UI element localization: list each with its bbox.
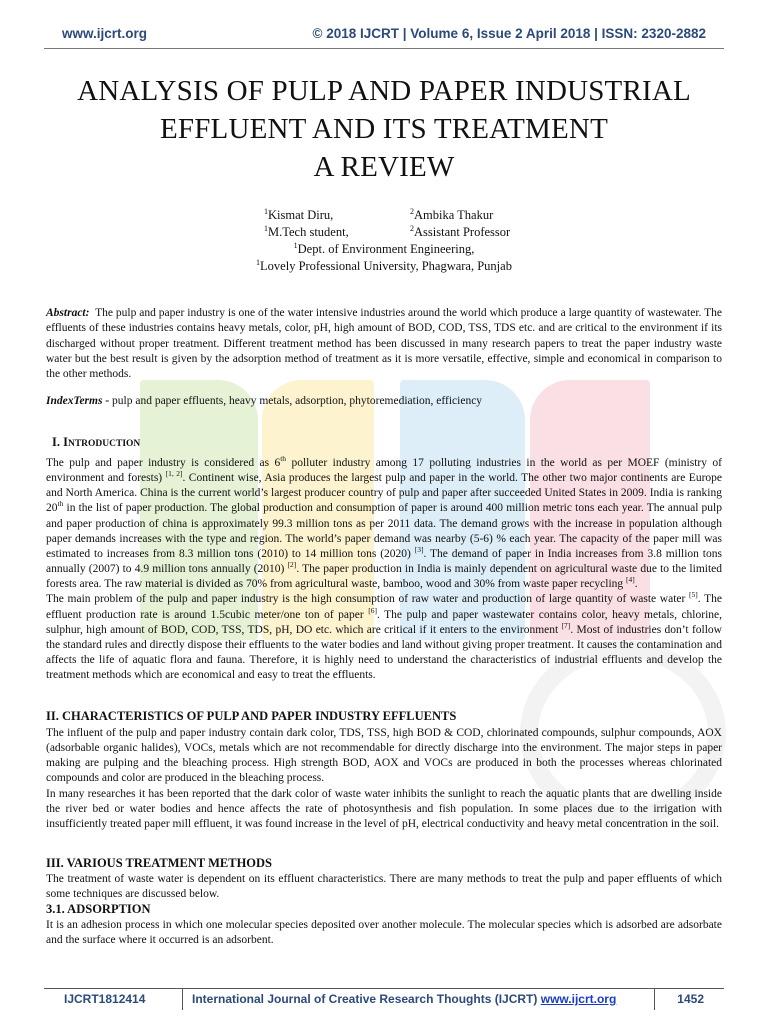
footer-journal: International Journal of Creative Research Thoughts (IJCRT) www.ijcrt.org bbox=[192, 992, 617, 1006]
section-3-heading: III. VARIOUS TREATMENT METHODS bbox=[46, 856, 272, 870]
author-block bbox=[0, 207, 768, 275]
paper-title bbox=[40, 72, 728, 186]
section-2-heading: II. CHARACTERISTICS OF PULP AND PAPER INDUSTRY EFFLUENTS bbox=[46, 709, 457, 723]
abstract-text: The pulp and paper industry is one of the water intensive industries around the world which produce a large quantity of wastewater. The effluents of these industries contains heavy metals, color, pH, high amount of BOD, COD, TSS, TDS etc. and are critical to the environment if its discharged without proper treatment. Different treatment method has been discussed in many research papers to treat the paper industry waste water but the best result is given by the adsorption method of treatment as it is more versatile, effective, simple and economical in comparison to the other methods. bbox=[46, 307, 722, 381]
title-line-1: ANALYSIS OF PULP AND PAPER INDUSTRIAL bbox=[77, 75, 691, 107]
page-header bbox=[62, 26, 706, 44]
section-1-heading: I. INTRODUCTION bbox=[52, 435, 141, 449]
footer-paper-id: IJCRT1812414 bbox=[64, 992, 146, 1006]
paragraph-sec2-2: In many researches it has been reported that the dark color of waste water inhibits the sunlight to reach the aquatic plants that are dwelling inside the river bed or water bodies and hence affects the rate of photosynthesis and fish population. In some places due to the irrigation with insufficiently treated paper mill effluent, it was found increase in the level of pH, electrical conductivity and heavy metal concentration in the soil. bbox=[46, 787, 722, 830]
title-line-2: EFFLUENT AND ITS TREATMENT bbox=[159, 113, 608, 145]
header-divider bbox=[44, 48, 724, 49]
subsection-3-1-heading: 3.1. ADSORPTION bbox=[46, 902, 151, 916]
abstract-label: Abstract: bbox=[46, 307, 90, 319]
author-1-role: $^1$M.Tech student, bbox=[264, 224, 349, 239]
header-site[interactable]: www.ijcrt.org bbox=[62, 26, 148, 41]
paragraph-intro-2: The main problem of the pulp and paper industry is the high consumption of raw water and production of large quantity of waste water [5]. The effluent production rate is around 1.5cubic meter/one ton of paper [6]. The pulp and paper wastewater contains color, heavy metals, chlorine, sulphur, high amount of BOD, COD, TSS, TDS, pH, DO etc. which are critical if it enters to the environment [7]. Most of industries don’t follow the standard rules and directly dispose their effluents to the water bodies and land without giving proper treatment. It causes the contamination and affects the life of aquatic flora and fauna. Therefore, it is highly need to understand the characteristics of industrial effluents and develop the treatment methods which are economical and easy to treat the effluents. bbox=[46, 590, 723, 682]
section-3-intro: The treatment of waste water is dependent on its effluent characteristics. There are many methods to treat the pulp and paper effluents of which some techniques are discussed below. bbox=[46, 873, 722, 901]
footer-separator bbox=[654, 988, 655, 1010]
subsection-3-1-body: It is an adhesion process in which one molecular species deposited over another molecule. The molecular species which is adsorbed are adsorbate and the surface where it occurred is an adsorbent. bbox=[46, 919, 722, 947]
footer-separator bbox=[182, 988, 183, 1010]
section-2-body bbox=[46, 726, 722, 832]
footer-divider bbox=[44, 988, 724, 989]
author-1-name: $^1$Kismat Diru, bbox=[264, 207, 334, 222]
header-info: © 2018 IJCRT | Volume 6, Issue 2 April 2018 | ISSN: 2320-2882 bbox=[312, 26, 706, 41]
author-2-role: $^2$Assistant Professor bbox=[410, 224, 511, 239]
page-footer bbox=[64, 992, 704, 1010]
author-university: $^1$Lovely Professional University, Phagwara, Punjab bbox=[256, 258, 512, 273]
index-terms bbox=[46, 394, 722, 409]
author-dept: $^1$Dept. of Environment Engineering, bbox=[293, 241, 475, 256]
paragraph-intro-1: The pulp and paper industry is considered as 6th polluter industry among 17 polluting industries in the world as per MOEF (ministry of environment and forests) [1, 2]. Continent wise, Asia produces the largest pulp and paper in the world. The other two major continents are Europe and North America. China is the current world’s largest producer country of pulp and paper after succeeded United States in 2009. India is ranking 20th in the list of paper production. The global production and consumption of paper is around 400 million metric tons each year. The annual pulp and paper production of china is approximately 99.3 million tons as per 2011 data. The demand grows with the increase in population although paper demands increases with the type and region. The world’s paper demand was nearby (5-6) % each year. The capacity of the paper mill was estimated to increases from 8.3 million tons (2010) to 14 million tons (2020) [3]. The demand of paper in India increases from 3.8 million tons annually (2007) to 4.9 million tons annually (2010) [2]. The paper production in India is mainly dependent on agricultural waste due to the limited forests area. The raw material is divided as 70% from agricultural waste, bamboo, wood and 30% from waste paper recycling [4]. bbox=[46, 454, 723, 591]
author-2-name: $^2$Ambika Thakur bbox=[410, 207, 494, 222]
footer-link[interactable]: www.ijcrt.org bbox=[540, 992, 617, 1006]
section-1-body bbox=[46, 456, 722, 683]
index-terms-text: pulp and paper effluents, heavy metals, adsorption, phytoremediation, efficiency bbox=[112, 395, 483, 407]
abstract bbox=[46, 306, 722, 382]
title-line-3: A REVIEW bbox=[313, 151, 455, 183]
paragraph-sec2-1: The influent of the pulp and paper industry contain dark color, TDS, TSS, high BOD & COD, chlorinated compounds, sulphur compounds, AOX (adsorbable organic halides), VOCs, metals which are not recommendable for directly discharge into the environment. The major steps in paper making are pulping and the bleaching process. High strength BOD, AOX and VOCs are produced in both the processes whereas chlorinated compounds and color are produced in the bleaching process. bbox=[46, 727, 722, 785]
index-terms-label: IndexTerms - bbox=[46, 395, 110, 407]
footer-page-number: 1452 bbox=[677, 992, 704, 1006]
